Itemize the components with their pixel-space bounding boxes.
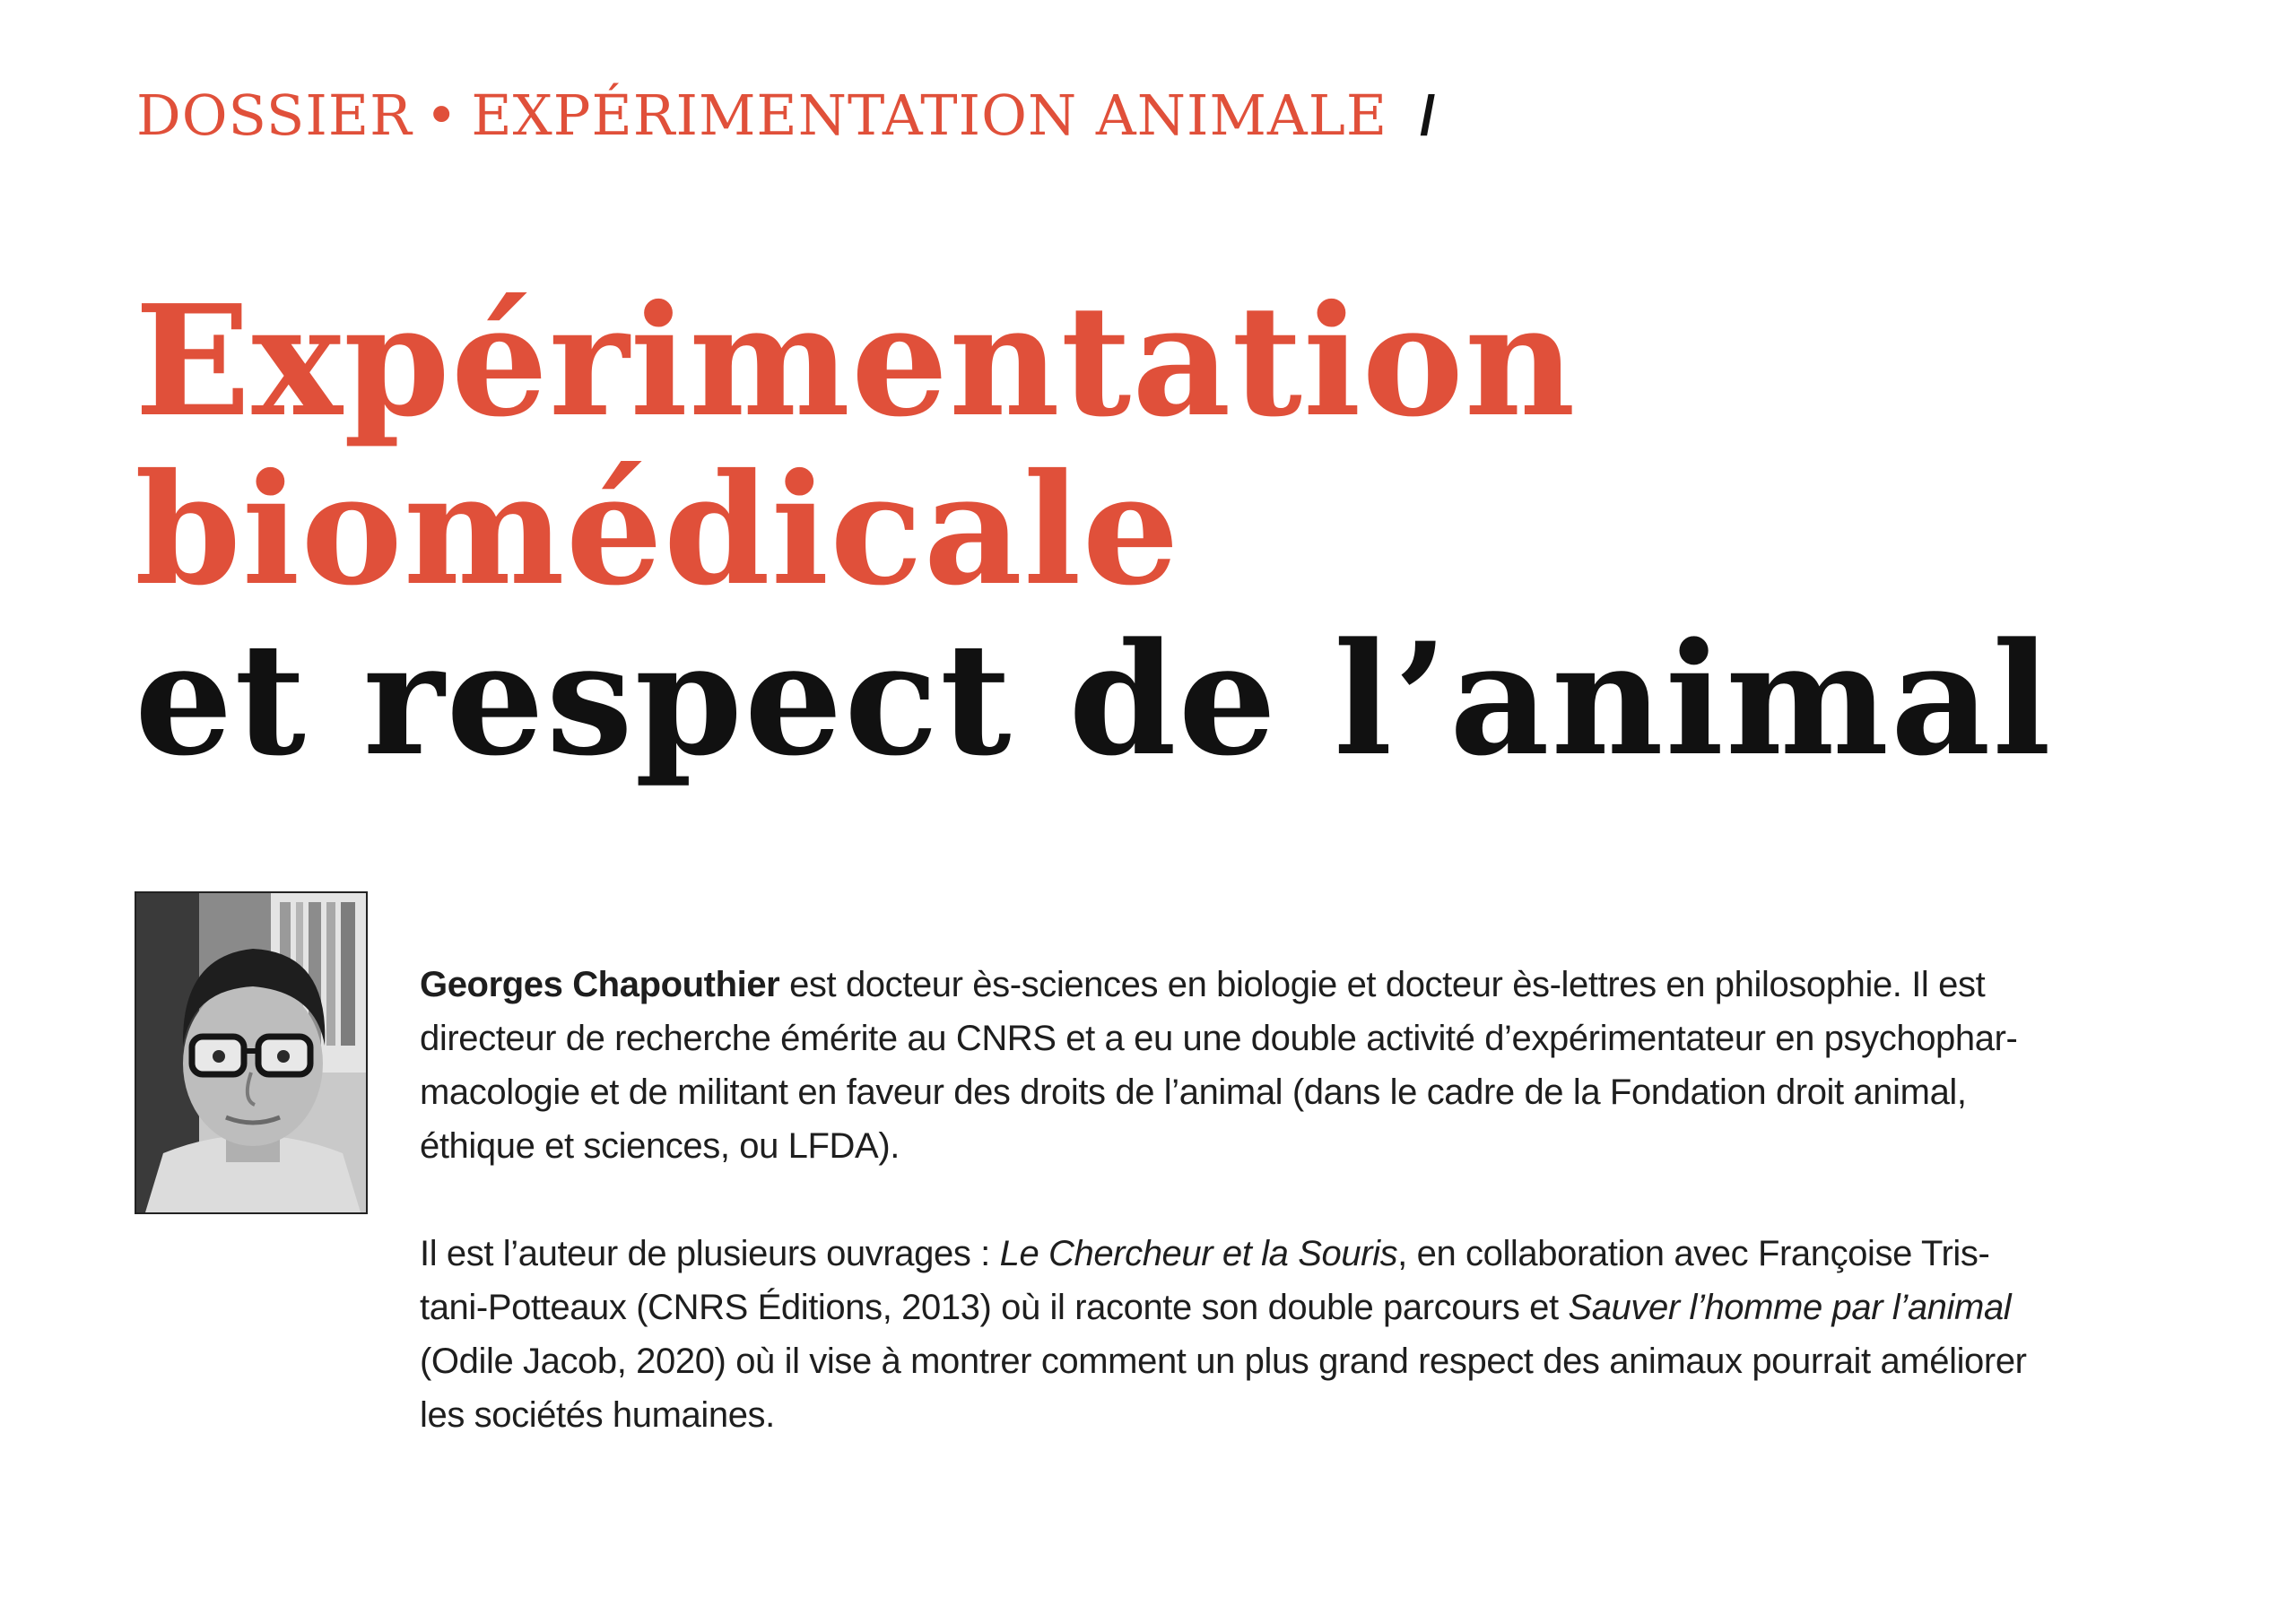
title-line-2: biomédicale [135, 440, 1180, 620]
works-text-1a: Il est l’auteur de plusieurs ouvrages : [420, 1234, 1000, 1273]
bio-text-2: directeur de recherche émérite au CNRS et a eu une double activité d’expérimentateur en psychophar- [420, 1019, 2018, 1058]
kicker-slash: / [1420, 85, 1437, 147]
section-label: DOSSIER [136, 83, 413, 148]
works-text-1b: , en collaboration avec Françoise Tris- [1397, 1234, 1990, 1273]
section-kicker [136, 83, 1437, 148]
book-title-1: Le Chercheur et la Souris [999, 1234, 1398, 1273]
book-title-2: Sauver l’homme par l’animal [1568, 1288, 2012, 1327]
bio-text-1: est docteur ès-sciences en biologie et docteur ès-lettres en philosophie. Il est [779, 965, 1986, 1004]
works-paragraph [420, 1227, 2052, 1442]
author-name: Georges Chapouthier [420, 965, 780, 1004]
bio-paragraph [420, 958, 2052, 1173]
topic-label: EXPÉRIMENTATION ANIMALE [471, 83, 1388, 148]
author-bio [420, 958, 2052, 1442]
title-line-1: Expérimentation [135, 272, 1577, 451]
separator-dot: • [424, 83, 459, 148]
title-line-3: et respect de l’animal [135, 608, 2053, 790]
author-photo [135, 891, 368, 1214]
works-text-4: les sociétés humaines. [420, 1395, 775, 1435]
bio-text-3: macologie et de militant en faveur des droits de l’animal (dans le cadre de la Fondation droit animal, [420, 1073, 1967, 1112]
works-text-2a: tani-Potteaux (CNRS Éditions, 2013) où il raconte son double parcours et [420, 1288, 1569, 1327]
works-text-3: (Odile Jacob, 2020) où il vise à montrer comment un plus grand respect des animaux pourrait améliorer [420, 1342, 2027, 1381]
bio-text-4: éthique et sciences, ou LFDA). [420, 1126, 900, 1166]
article-title [135, 272, 2053, 790]
